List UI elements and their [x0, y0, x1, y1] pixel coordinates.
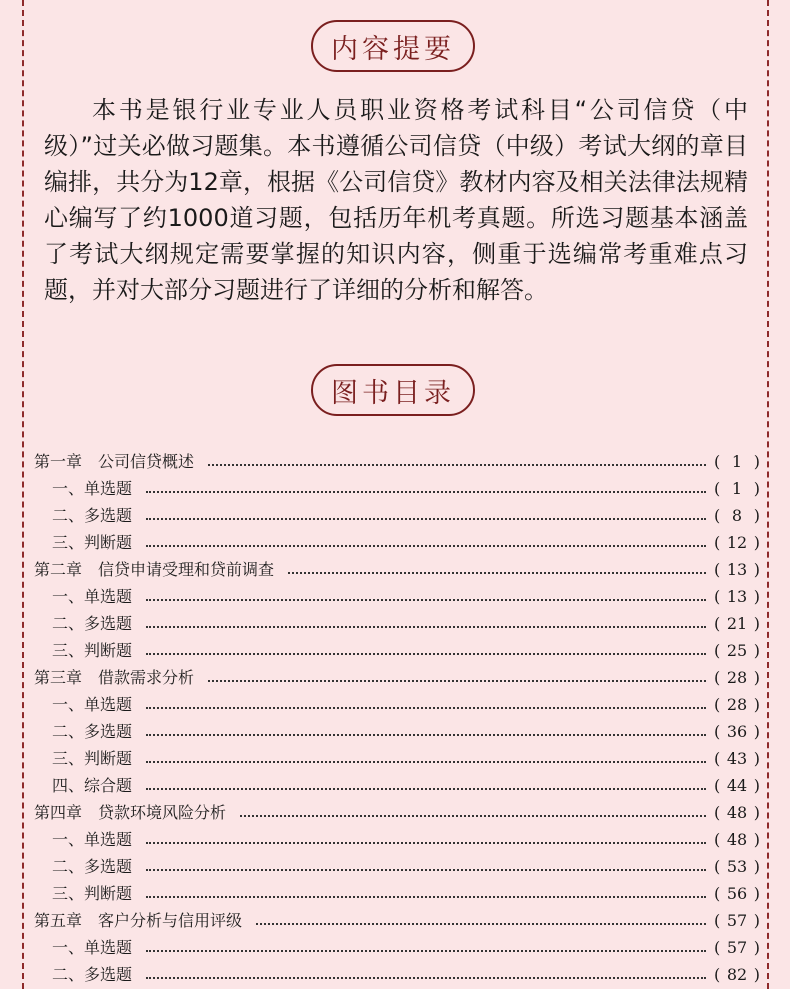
toc-page-number: ( 53 ) [714, 857, 760, 876]
toc-entry-label: 二、多选题 [52, 857, 133, 876]
toc-section-row [34, 772, 760, 799]
toc-leader-dots [146, 888, 706, 898]
toc-entry-label: 二、多选题 [52, 722, 133, 741]
toc-entry-label: 第一章 公司信贷概述 [34, 452, 195, 471]
toc-leader-dots [146, 645, 706, 655]
toc-page-number: ( 36 ) [714, 722, 760, 741]
toc-entry-label: 二、多选题 [52, 614, 133, 633]
toc-chapter-row [34, 664, 760, 691]
toc-page-number: ( 21 ) [714, 614, 760, 633]
toc-entry-label: 三、判断题 [52, 884, 133, 903]
toc-page-number: ( 57 ) [714, 911, 760, 930]
toc-entry-label: 第三章 借款需求分析 [34, 668, 195, 687]
toc-chapter-row [34, 799, 760, 826]
toc-page-number: ( 13 ) [714, 560, 760, 579]
toc-page-number: ( 44 ) [714, 776, 760, 795]
toc-leader-dots [146, 537, 706, 547]
toc-page-number: ( 25 ) [714, 641, 760, 660]
summary-heading: 内容提要 [311, 20, 475, 72]
toc-entry-label: 三、判断题 [52, 533, 133, 552]
toc-section-row [34, 961, 760, 988]
toc-section-row [34, 637, 760, 664]
toc-leader-dots [146, 753, 706, 763]
toc-page-number: ( 56 ) [714, 884, 760, 903]
toc-leader-dots [146, 942, 706, 952]
toc-entry-label: 一、单选题 [52, 695, 133, 714]
toc-chapter-row [34, 907, 760, 934]
toc-page-number: ( 43 ) [714, 749, 760, 768]
toc-chapter-row [34, 556, 760, 583]
toc-leader-dots [240, 807, 706, 817]
toc-entry-label: 三、判断题 [52, 749, 133, 768]
toc-entry-label: 三、判断题 [52, 641, 133, 660]
toc-page-number: ( 82 ) [714, 965, 760, 984]
toc-page-number: ( 1 ) [714, 479, 760, 498]
toc-page-number: ( 57 ) [714, 938, 760, 957]
toc-entry-label: 第二章 信贷申请受理和贷前调查 [34, 560, 275, 579]
toc-page-number: ( 48 ) [714, 803, 760, 822]
toc-section-row [34, 583, 760, 610]
toc-leader-dots [146, 726, 706, 736]
toc-leader-dots [146, 591, 706, 601]
toc-page-number: ( 8 ) [714, 506, 760, 525]
toc-leader-dots [146, 510, 706, 520]
toc-page-number: ( 28 ) [714, 668, 760, 687]
toc-leader-dots [146, 969, 706, 979]
toc-leader-dots [208, 672, 706, 682]
table-of-contents [34, 448, 760, 988]
summary-paragraph: 本书是银行业专业人员职业资格考试科目“公司信贷（中级）”过关必做习题集。本书遵循公司信贷（中级）考试大纲的章目编排，共分为12章，根据《公司信贷》教材内容及相关法律法规精心编写了约1000道习题，包括历年机考真题。所选习题基本涵盖了考试大纲规定需要掌握的知识内容，侧重于选编常考重难点习题，并对大部分习题进行了详细的分析和解答。 [44, 96, 748, 304]
toc-section-row [34, 502, 760, 529]
toc-leader-dots [146, 483, 706, 493]
toc-page-number: ( 48 ) [714, 830, 760, 849]
toc-entry-label: 四、综合题 [52, 776, 133, 795]
toc-page-number: ( 28 ) [714, 695, 760, 714]
toc-leader-dots [146, 834, 706, 844]
toc-leader-dots [146, 699, 706, 709]
toc-entry-label: 第五章 客户分析与信用评级 [34, 911, 243, 930]
toc-leader-dots [288, 564, 706, 574]
toc-section-row [34, 610, 760, 637]
toc-section-row [34, 529, 760, 556]
toc-entry-label: 第四章 贷款环境风险分析 [34, 803, 227, 822]
toc-page-number: ( 12 ) [714, 533, 760, 552]
right-dashed-border [767, 0, 769, 989]
toc-section-row [34, 475, 760, 502]
left-dashed-border [22, 0, 24, 989]
toc-entry-label: 一、单选题 [52, 830, 133, 849]
toc-section-row [34, 691, 760, 718]
toc-section-row [34, 934, 760, 961]
toc-entry-label: 一、单选题 [52, 587, 133, 606]
toc-leader-dots [256, 915, 706, 925]
toc-leader-dots [146, 618, 706, 628]
toc-page-number: ( 13 ) [714, 587, 760, 606]
toc-entry-label: 二、多选题 [52, 506, 133, 525]
toc-leader-dots [208, 456, 706, 466]
toc-section-row [34, 880, 760, 907]
toc-section-row [34, 745, 760, 772]
toc-page-number: ( 1 ) [714, 452, 760, 471]
toc-leader-dots [146, 861, 706, 871]
toc-leader-dots [146, 780, 706, 790]
toc-entry-label: 一、单选题 [52, 938, 133, 957]
toc-chapter-row [34, 448, 760, 475]
toc-section-row [34, 826, 760, 853]
toc-section-row [34, 853, 760, 880]
toc-entry-label: 二、多选题 [52, 965, 133, 984]
toc-entry-label: 一、单选题 [52, 479, 133, 498]
toc-heading: 图书目录 [311, 364, 475, 416]
toc-section-row [34, 718, 760, 745]
